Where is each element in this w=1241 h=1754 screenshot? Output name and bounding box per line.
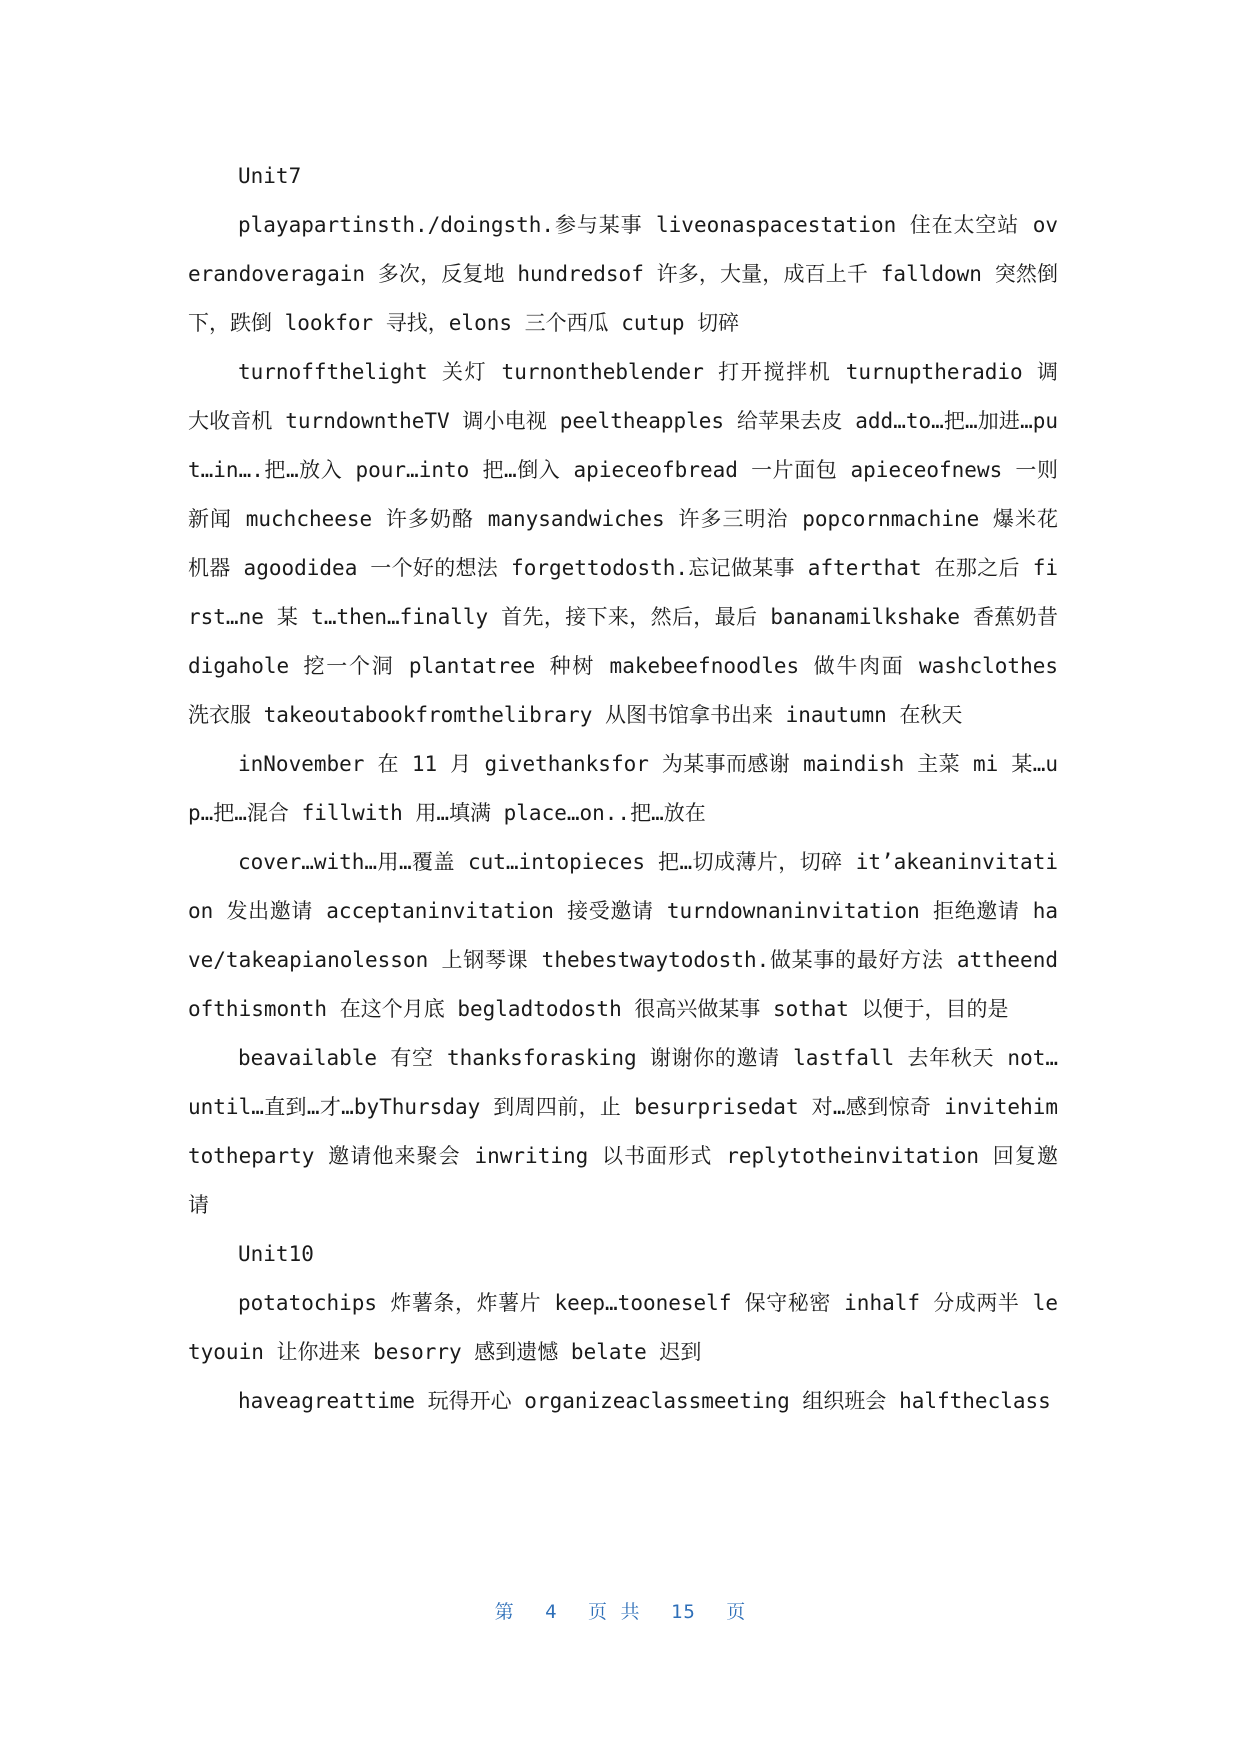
footer-prefix: 第: [494, 1601, 515, 1623]
paragraph: beavailable 有空 thanksforasking 谢谢你的邀请 lastfall 去年秋天 not…until…直到…才…byThursday 到周四前，止 besurprisedat 对…感到惊奇 invitehimtotheparty 邀请他来聚会 inwriting 以书面形式 replytotheinvitation 回复邀请: [188, 1046, 1058, 1217]
footer-suffix: 页: [726, 1601, 747, 1623]
current-page-number: 4: [545, 1601, 558, 1623]
paragraph: cover…with…用…覆盖 cut…intopieces 把…切成薄片，切碎 it’akeaninvitation 发出邀请 acceptaninvitation 接受邀请 turndownaninvitation 拒绝邀请 have/takeapianolesson 上钢琴课 thebestwaytodosth.做某事的最好方法 attheendofthismonth 在这个月底 begladtodosth 很高兴做某事 sothat 以便于，目的是: [188, 850, 1058, 1021]
total-pages-number: 15: [670, 1601, 696, 1623]
paragraph: haveagreattime 玩得开心 organizeaclassmeeting 组织班会 halftheclass: [238, 1389, 1051, 1413]
document-body: [188, 152, 1058, 1426]
unit-heading: Unit10: [238, 1242, 314, 1266]
paragraph: playapartinsth./doingsth.参与某事 liveonaspacestation 住在太空站 overandoveragain 多次，反复地 hundredsof 许多，大量，成百上千 falldown 突然倒下，跌倒 lookfor 寻找，elons 三个西瓜 cutup 切碎: [188, 213, 1058, 335]
page-footer: [0, 1597, 1241, 1624]
paragraph: inNovember 在 11 月 givethanksfor 为某事而感谢 maindish 主菜 mi 某…up…把…混合 fillwith 用…填满 place…on..把…放在: [188, 752, 1058, 825]
paragraph: turnoffthelight 关灯 turnontheblender 打开搅拌机 turnuptheradio 调大收音机 turndowntheTV 调小电视 peeltheapples 给苹果去皮 add…to…把…加进…put…in….把…放入 pour…into 把…倒入 apieceofbread 一片面包 apieceofnews 一则新闻 muchcheese 许多奶酪 manysandwiches 许多三明治 popcornmachine 爆米花机器 agoodidea 一个好的想法 forgettodosth.忘记做某事 afterthat 在那之后 first…ne 某 t…then…finally 首先，接下来，然后，最后 bananamilkshake 香蕉奶昔 digahole 挖一个洞 plantatree 种树 makebeefnoodles 做牛肉面 washclothes 洗衣服 takeoutabookfromthelibrary 从图书馆拿书出来 inautumn 在秋天: [188, 360, 1058, 727]
paragraph: potatochips 炸薯条，炸薯片 keep…tooneself 保守秘密 inhalf 分成两半 letyouin 让你进来 besorry 感到遗憾 belate 迟到: [188, 1291, 1058, 1364]
unit-heading: Unit7: [238, 164, 302, 188]
footer-middle: 页 共: [588, 1601, 641, 1623]
